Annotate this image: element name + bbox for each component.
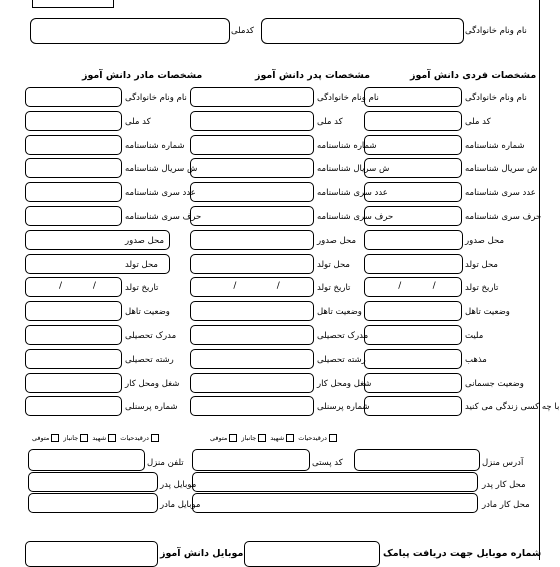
mother-label-12: شغل ومحل کار	[125, 378, 180, 389]
home-address-field[interactable]	[354, 449, 480, 471]
home-address-label: آدرس منزل	[482, 458, 524, 468]
father-status-checkbox[interactable]	[229, 434, 237, 442]
date-separator: /	[58, 281, 62, 292]
date-separator: /	[233, 281, 237, 292]
mother-work-label: محل کار مادر	[482, 500, 530, 510]
vertical-margin-line	[539, 0, 540, 560]
father-label-7: محل تولد	[317, 259, 350, 270]
sms-mobile-label: شماره موبایل جهت دریافت پیامک	[383, 548, 542, 559]
mother-field-0[interactable]	[25, 87, 122, 107]
father-label-6: محل صدور	[317, 235, 357, 246]
father-field-4[interactable]	[190, 182, 314, 202]
student-field-9[interactable]	[364, 301, 462, 321]
date-separator: /	[398, 281, 402, 292]
mother-label-13: شماره پرسنلی	[125, 402, 178, 413]
student-label-8: تاریخ تولد	[465, 283, 499, 294]
father-status-2: جانباز	[241, 434, 257, 442]
mother-label-8: تاریخ تولد	[125, 283, 159, 294]
father-label-12: شغل ومحل کار	[317, 378, 372, 389]
student-field-10[interactable]	[364, 325, 462, 345]
student-field-8[interactable]	[364, 277, 462, 297]
national-code-field[interactable]	[30, 18, 230, 44]
father-status-3: متوفی	[210, 434, 228, 442]
mother-label-11: رشته تحصیلی	[125, 354, 174, 365]
mother-section-title: مشخصات مادر دانش آموز	[82, 70, 203, 81]
mother-field-3[interactable]	[25, 158, 122, 178]
father-work-label: محل کار پدر	[482, 480, 526, 490]
student-field-1[interactable]	[364, 111, 462, 131]
mother-field-5[interactable]	[25, 206, 122, 226]
father-label-10: مدرک تحصیلی	[317, 331, 369, 341]
father-field-12[interactable]	[190, 373, 314, 393]
father-section-title: مشخصات پدر دانش آموز	[255, 70, 371, 81]
father-status-1: شهید	[270, 434, 285, 442]
student-field-13[interactable]	[364, 396, 462, 416]
student-label-3: ش سریال شناسنامه	[465, 164, 538, 175]
student-mobile-label: موبایل دانش آموز	[160, 548, 244, 559]
student-label-6: محل صدور	[465, 235, 505, 246]
full-name-field[interactable]	[261, 18, 464, 44]
student-label-5: حرف سری شناسنامه	[465, 212, 542, 222]
sms-mobile-field[interactable]	[244, 541, 380, 567]
home-phone-field[interactable]	[28, 449, 145, 471]
postal-code-field[interactable]	[192, 449, 310, 471]
father-field-1[interactable]	[190, 111, 314, 131]
father-field-7[interactable]	[190, 254, 314, 274]
mother-label-1: کد ملی	[125, 116, 151, 127]
student-field-7[interactable]	[364, 254, 463, 274]
student-section-title: مشخصات فردی دانش آموز	[410, 70, 537, 81]
mother-status-2: جانباز	[63, 434, 79, 442]
father-field-3[interactable]	[190, 158, 314, 178]
mother-label-10: مدرک تحصیلی	[125, 331, 177, 341]
student-field-6[interactable]	[364, 230, 463, 250]
student-mobile-field[interactable]	[25, 541, 158, 567]
father-label-0: نام ونام خانوادگی	[317, 93, 379, 103]
father-field-8[interactable]	[190, 277, 314, 297]
father-field-10[interactable]	[190, 325, 314, 345]
student-label-4: عدد سری شناسنامه	[465, 188, 536, 199]
mother-label-6: محل صدور	[125, 235, 165, 246]
father-field-11[interactable]	[190, 349, 314, 369]
mother-work-field[interactable]	[192, 493, 478, 513]
student-field-12[interactable]	[364, 373, 462, 393]
father-label-11: رشته تحصیلی	[317, 354, 366, 365]
full-name-label: نام ونام خانوادگی	[465, 26, 527, 36]
father-mobile-label: موبایل پدر	[160, 480, 197, 490]
mother-field-2[interactable]	[25, 135, 122, 155]
father-label-4: عدد سری شناسنامه	[317, 188, 388, 199]
father-work-field[interactable]	[192, 472, 478, 492]
father-status-checkbox[interactable]	[329, 434, 337, 442]
date-separator: /	[92, 281, 96, 292]
father-status-options	[210, 434, 339, 442]
father-label-9: وضعیت تاهل	[317, 307, 362, 318]
mother-label-2: شماره شناسنامه	[125, 140, 185, 151]
date-separator: /	[432, 281, 436, 292]
mother-status-checkbox[interactable]	[51, 434, 59, 442]
mother-label-3: ش سریال شناسنامه	[125, 164, 198, 175]
mother-status-checkbox[interactable]	[108, 434, 116, 442]
mother-status-3: متوفی	[32, 434, 50, 442]
father-field-13[interactable]	[190, 396, 314, 416]
student-label-7: محل تولد	[465, 259, 498, 270]
student-label-10: ملیت	[465, 331, 484, 341]
mother-label-5: حرف سری شناسنامه	[125, 212, 202, 222]
student-label-1: کد ملی	[465, 116, 491, 127]
father-field-5[interactable]	[190, 206, 314, 226]
mother-label-7: محل تولد	[125, 259, 158, 270]
mother-status-1: شهید	[92, 434, 107, 442]
father-label-13: شماره پرسنلی	[317, 402, 370, 413]
father-status-0: درقیدحیات	[298, 434, 327, 442]
mother-field-4[interactable]	[25, 182, 122, 202]
mother-field-13[interactable]	[25, 396, 122, 416]
mother-field-11[interactable]	[25, 349, 122, 369]
father-status-checkbox[interactable]	[286, 434, 294, 442]
father-field-2[interactable]	[190, 135, 314, 155]
student-label-9: وضعیت تاهل	[465, 307, 510, 318]
father-label-1: کد ملی	[317, 116, 343, 127]
mother-mobile-field[interactable]	[28, 493, 158, 513]
mother-field-10[interactable]	[25, 325, 122, 345]
father-status-checkbox[interactable]	[258, 434, 266, 442]
mother-label-4: عدد سری شناسنامه	[125, 188, 196, 199]
student-field-2[interactable]	[364, 135, 462, 155]
student-label-13: با چه کسی زندگی می کنید	[465, 402, 560, 413]
header-box	[32, 0, 114, 8]
student-field-11[interactable]	[364, 349, 462, 369]
father-field-0[interactable]	[190, 87, 314, 107]
student-label-0: نام ونام خانوادگی	[465, 93, 527, 103]
student-label-2: شماره شناسنامه	[465, 140, 525, 151]
mother-field-1[interactable]	[25, 111, 122, 131]
father-field-9[interactable]	[190, 301, 314, 321]
mother-label-0: نام ونام خانوادگی	[125, 93, 187, 103]
father-label-2: شماره شناسنامه	[317, 140, 377, 151]
mother-status-checkbox[interactable]	[151, 434, 159, 442]
mother-status-options	[32, 434, 161, 442]
mother-mobile-label: موبایل مادر	[160, 500, 201, 510]
student-label-11: مذهب	[465, 354, 487, 365]
father-label-8: تاریخ تولد	[317, 283, 351, 294]
postal-code-label: کد پستی	[312, 458, 343, 468]
date-separator: /	[276, 281, 280, 292]
mother-status-checkbox[interactable]	[80, 434, 88, 442]
home-phone-label: تلفن منزل	[147, 458, 184, 468]
father-field-6[interactable]	[190, 230, 314, 250]
mother-field-12[interactable]	[25, 373, 122, 393]
mother-field-9[interactable]	[25, 301, 122, 321]
mother-label-9: وضعیت تاهل	[125, 307, 170, 318]
mother-status-0: درقیدحیات	[120, 434, 149, 442]
father-label-3: ش سریال شناسنامه	[317, 164, 390, 175]
student-label-12: وضعیت جسمانی	[465, 378, 524, 389]
father-mobile-field[interactable]	[28, 472, 158, 492]
father-label-5: حرف سری شناسنامه	[317, 212, 394, 222]
mother-field-8[interactable]	[25, 277, 122, 297]
national-code-label: کدملی	[231, 26, 254, 36]
